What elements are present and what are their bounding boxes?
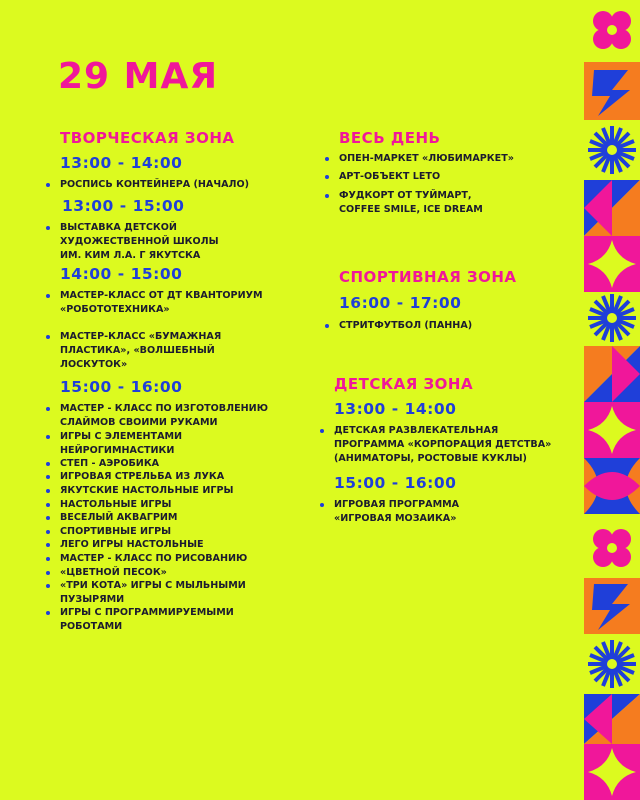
list-item: «ЦВЕТНОЙ ПЕСОК» <box>60 567 167 578</box>
flower-icon <box>593 11 631 49</box>
list-item: ИГРОВАЯ ПРОГРАММА «ИГРОВАЯ МОЗАИКА» <box>334 499 460 524</box>
time-slot: 14:00 - 15:00 <box>60 265 183 283</box>
list-item: ЯКУТСКИЕ НАСТОЛЬНЫЕ ИГРЫ <box>60 485 234 496</box>
list-item: «ТРИ КОТА» ИГРЫ С МЫЛЬНЫМИ ПУЗЫРЯМИ <box>60 580 246 605</box>
starburst-icon <box>588 126 636 174</box>
section-title-sport: СПОРТИВНАЯ ЗОНА <box>339 268 517 286</box>
list-item: ИГРЫ С ЭЛЕМЕНТАМИ НЕЙРОГИМНАСТИКИ <box>60 431 183 456</box>
triangle-pattern-icon <box>584 180 640 236</box>
list-item: СТРИТФУТБОЛ (ПАННА) <box>339 320 473 331</box>
list-item: МАСТЕР-КЛАСС ОТ ДТ КВАНТОРИУМ «РОБОТОТЕХНИКА» <box>60 290 263 315</box>
list-item: ВЫСТАВКА ДЕТСКОЙ ХУДОЖЕСТВЕННОЙ ШКОЛЫ ИМ. КИМ Л.А. Г ЯКУТСКА <box>60 222 219 261</box>
list-item: СТЕП - АЭРОБИКА <box>60 458 160 469</box>
list-item: ВЕСЕЛЫЙ АКВАГРИМ <box>60 512 178 523</box>
list-item: ДЕТСКАЯ РАЗВЛЕКАТЕЛЬНАЯ ПРОГРАММА «КОРПОРАЦИЯ ДЕТСТВА» (АНИМАТОРЫ, РОСТОВЫЕ КУКЛЫ) <box>334 425 552 464</box>
decorative-pattern-strip <box>584 0 640 800</box>
time-slot: 16:00 - 17:00 <box>339 294 462 312</box>
list-item: МАСТЕР - КЛАСС ПО РИСОВАНИЮ <box>60 553 248 564</box>
page-title: 29 МАЯ <box>58 56 219 97</box>
flower-icon <box>593 529 631 567</box>
list-item: ИГРЫ С ПРОГРАММИРУЕМЫМИ РОБОТАМИ <box>60 607 234 632</box>
list-item: МАСТЕР-КЛАСС «БУМАЖНАЯ ПЛАСТИКА», «ВОЛШЕБНЫЙ ЛОСКУТОК» <box>60 331 222 370</box>
triangle-pattern-icon <box>584 694 640 744</box>
starburst-icon <box>588 640 636 688</box>
section-title-all-day: ВЕСЬ ДЕНЬ <box>339 129 441 147</box>
time-slot: 13:00 - 14:00 <box>60 154 183 172</box>
arc-pattern-icon <box>584 458 640 514</box>
list-item: ЛЕГО ИГРЫ НАСТОЛЬНЫЕ <box>60 539 204 550</box>
time-slot: 13:00 - 15:00 <box>62 197 185 215</box>
time-slot: 15:00 - 16:00 <box>60 378 183 396</box>
section-title-creative: ТВОРЧЕСКАЯ ЗОНА <box>60 129 235 147</box>
list-item: СПОРТИВНЫЕ ИГРЫ <box>60 526 172 537</box>
list-item: РОСПИСЬ КОНТЕЙНЕРА (НАЧАЛО) <box>60 179 250 190</box>
time-slot: 15:00 - 16:00 <box>334 474 457 492</box>
list-item: АРТ-ОБЪЕКТ LETO <box>339 171 441 182</box>
starburst-icon <box>588 294 636 342</box>
list-item: ФУДКОРТ ОТ ТУЙМАРТ, COFFEE SMILE, ICE DREAM <box>339 190 483 215</box>
section-title-kids: ДЕТСКАЯ ЗОНА <box>334 375 474 393</box>
list-item: НАСТОЛЬНЫЕ ИГРЫ <box>60 499 172 510</box>
time-slot: 13:00 - 14:00 <box>334 400 457 418</box>
list-item: ОПЕН-МАРКЕТ «ЛЮБИМАРКЕТ» <box>339 153 514 164</box>
list-item: МАСТЕР - КЛАСС ПО ИЗГОТОВЛЕНИЮ СЛАЙМОВ СВОИМИ РУКАМИ <box>60 403 268 428</box>
triangle-pattern-icon <box>584 346 640 402</box>
list-item: ИГРОВАЯ СТРЕЛЬБА ИЗ ЛУКА <box>60 471 225 482</box>
